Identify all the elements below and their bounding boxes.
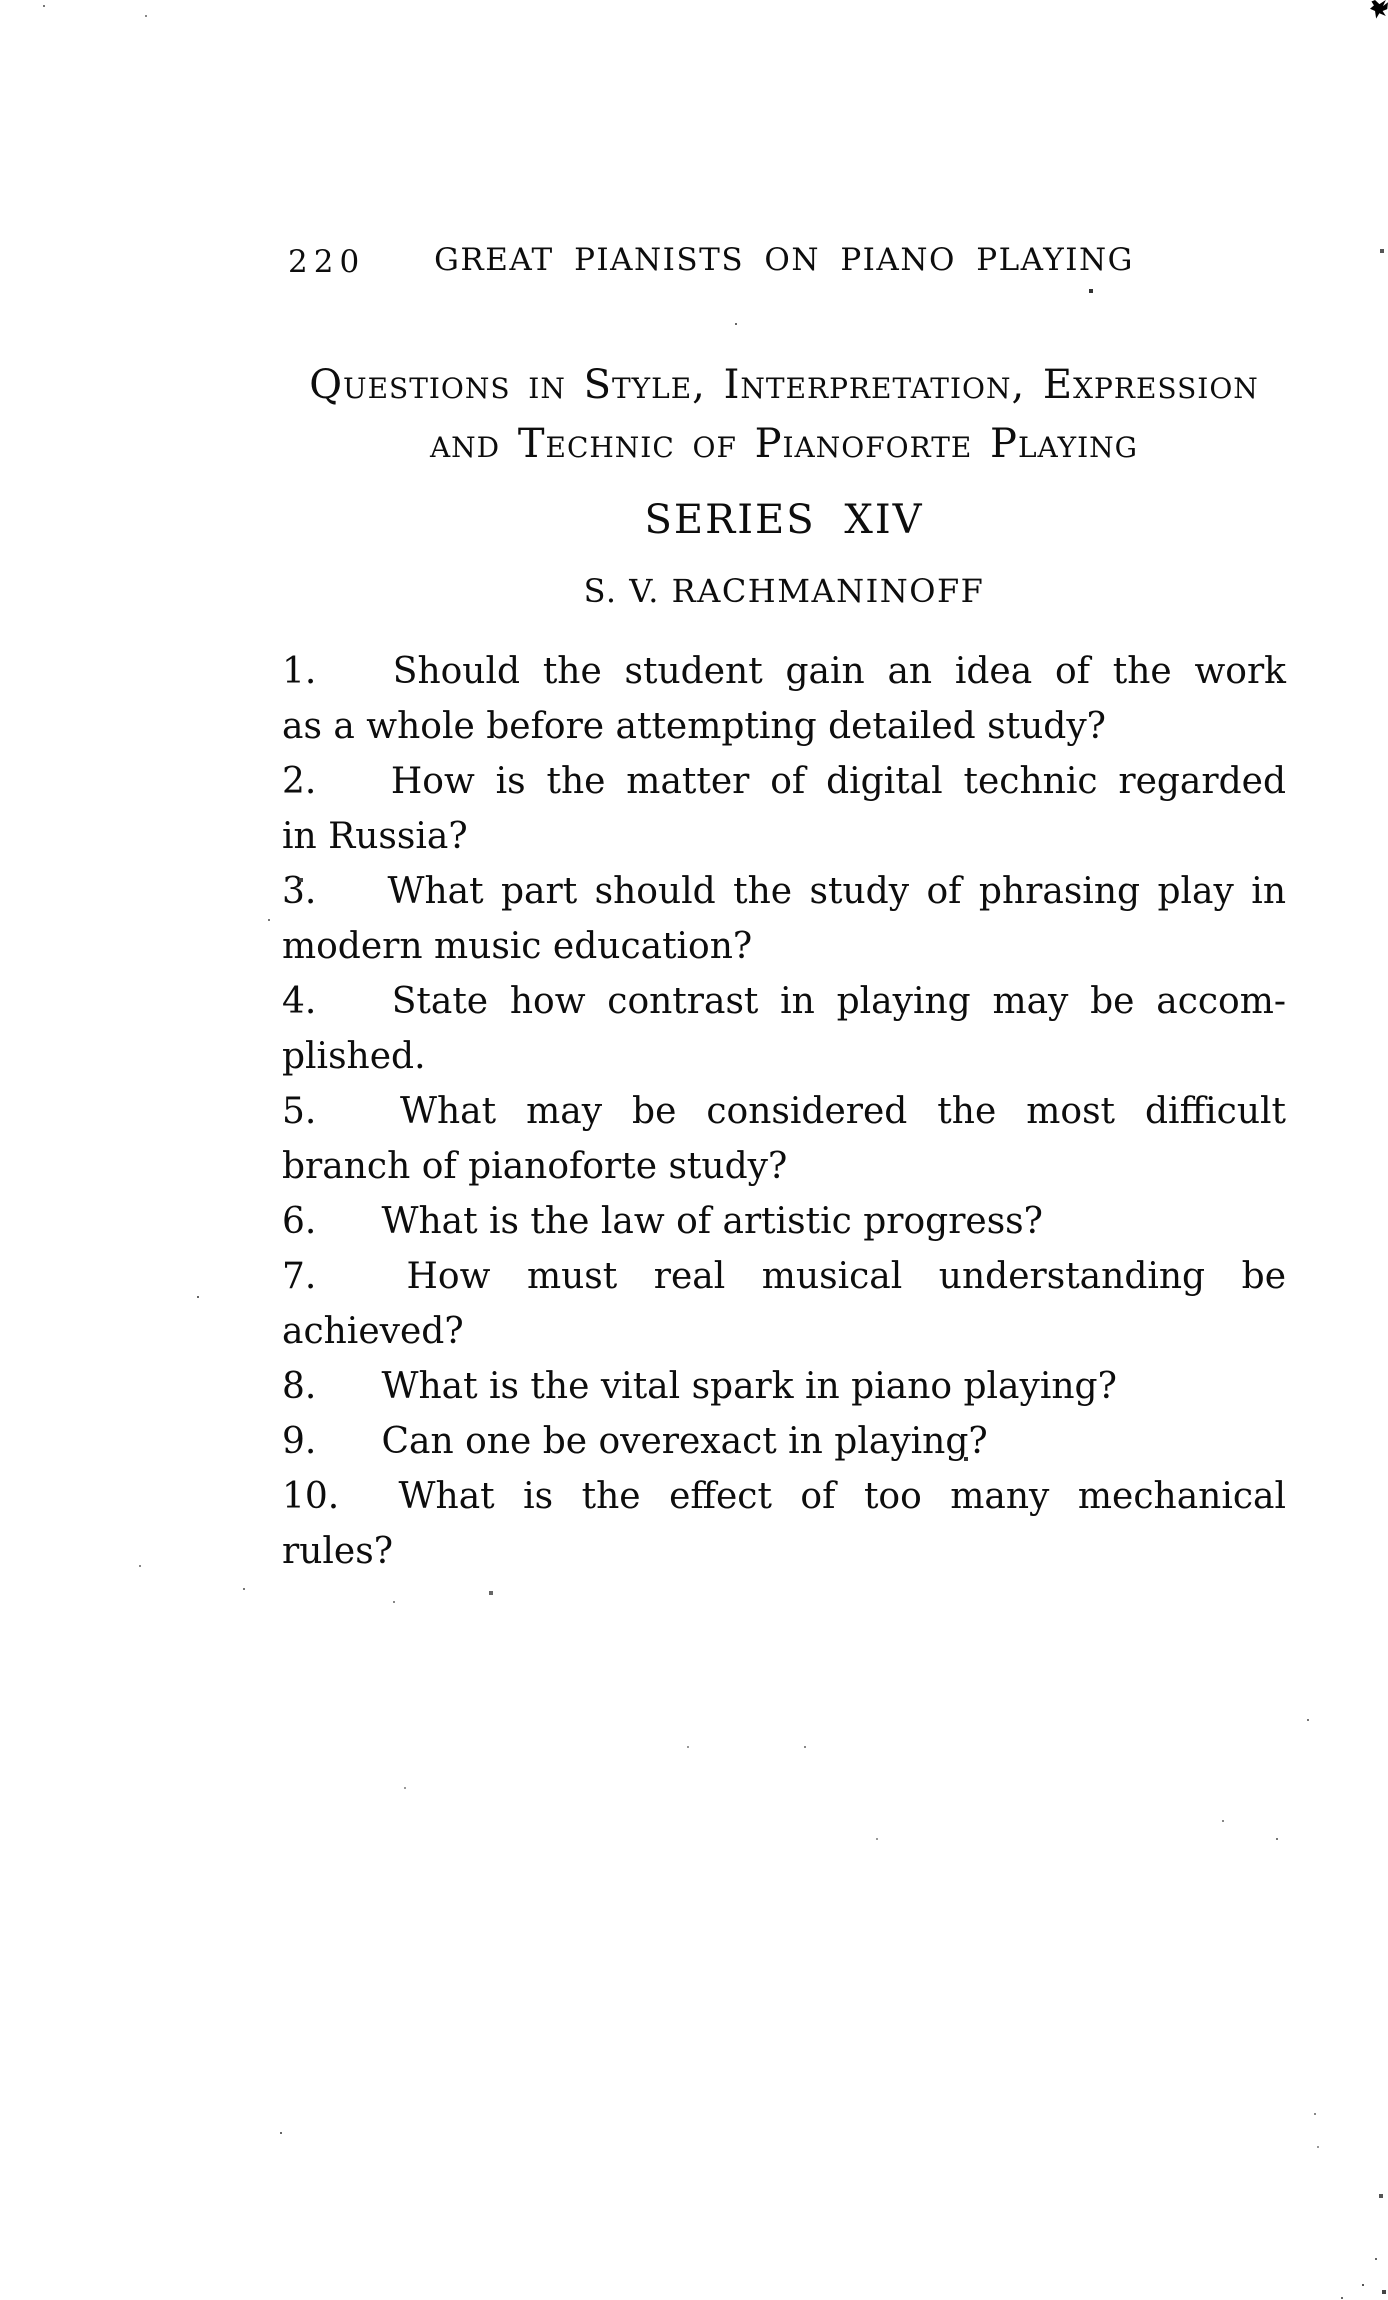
question-line: plished.	[282, 1036, 426, 1077]
series-title: SERIES XIV	[644, 497, 924, 543]
chapter-heading-line2: and Technic of Pianoforte Playing	[429, 421, 1139, 467]
question-line: achieved?	[282, 1311, 464, 1352]
question-number: 6.	[282, 1201, 317, 1242]
question-line: 3. What part should the study of phrasing play in	[282, 864, 1286, 919]
question-line: branch of pianoforte study?	[282, 1146, 788, 1187]
question-line: 7. How must real musical understanding be	[282, 1249, 1286, 1304]
question-line: in Russia?	[282, 816, 468, 857]
question-number: 10.	[282, 1476, 340, 1517]
question-line: 8. What is the vital spark in piano playing?	[282, 1359, 1286, 1414]
scan-noise	[0, 0, 2, 2]
chapter-heading	[262, 356, 1306, 474]
question-number: 5.	[282, 1091, 317, 1132]
question-line: 9. Can one be overexact in playing?	[282, 1414, 1286, 1469]
running-title: GREAT PIANISTS ON PIANO PLAYING	[434, 242, 1134, 278]
page-header	[282, 242, 1286, 286]
question-number: 9.	[282, 1421, 317, 1462]
question-number: 3.	[282, 871, 317, 912]
question-number: 1.	[282, 651, 317, 692]
question-number: 7.	[282, 1256, 317, 1297]
question-line: 6. What is the law of artistic progress?	[282, 1194, 1286, 1249]
page-number: 220	[288, 244, 366, 280]
question-number: 4.	[282, 981, 317, 1022]
question-line: 5. What may be considered the most difficult	[282, 1084, 1286, 1139]
question-line: modern music education?	[282, 926, 753, 967]
question-number: 2.	[282, 761, 317, 802]
question-line: as a whole before attempting detailed study?	[282, 706, 1106, 747]
ink-blotch	[1370, 0, 1388, 19]
question-line: 10. What is the effect of too many mechanical	[282, 1469, 1286, 1524]
questions-list	[282, 644, 1286, 1579]
question-line: 4. State how contrast in playing may be accom-	[282, 974, 1286, 1029]
question-number: 8.	[282, 1366, 317, 1407]
author-name: S. V. RACHMANINOFF	[583, 572, 985, 610]
question-line: 1. Should the student gain an idea of the work	[282, 644, 1286, 699]
question-line: rules?	[282, 1531, 393, 1572]
chapter-heading-line1: Questions in Style, Interpretation, Expression	[309, 362, 1259, 408]
question-line: 2. How is the matter of digital technic regarded	[282, 754, 1286, 809]
